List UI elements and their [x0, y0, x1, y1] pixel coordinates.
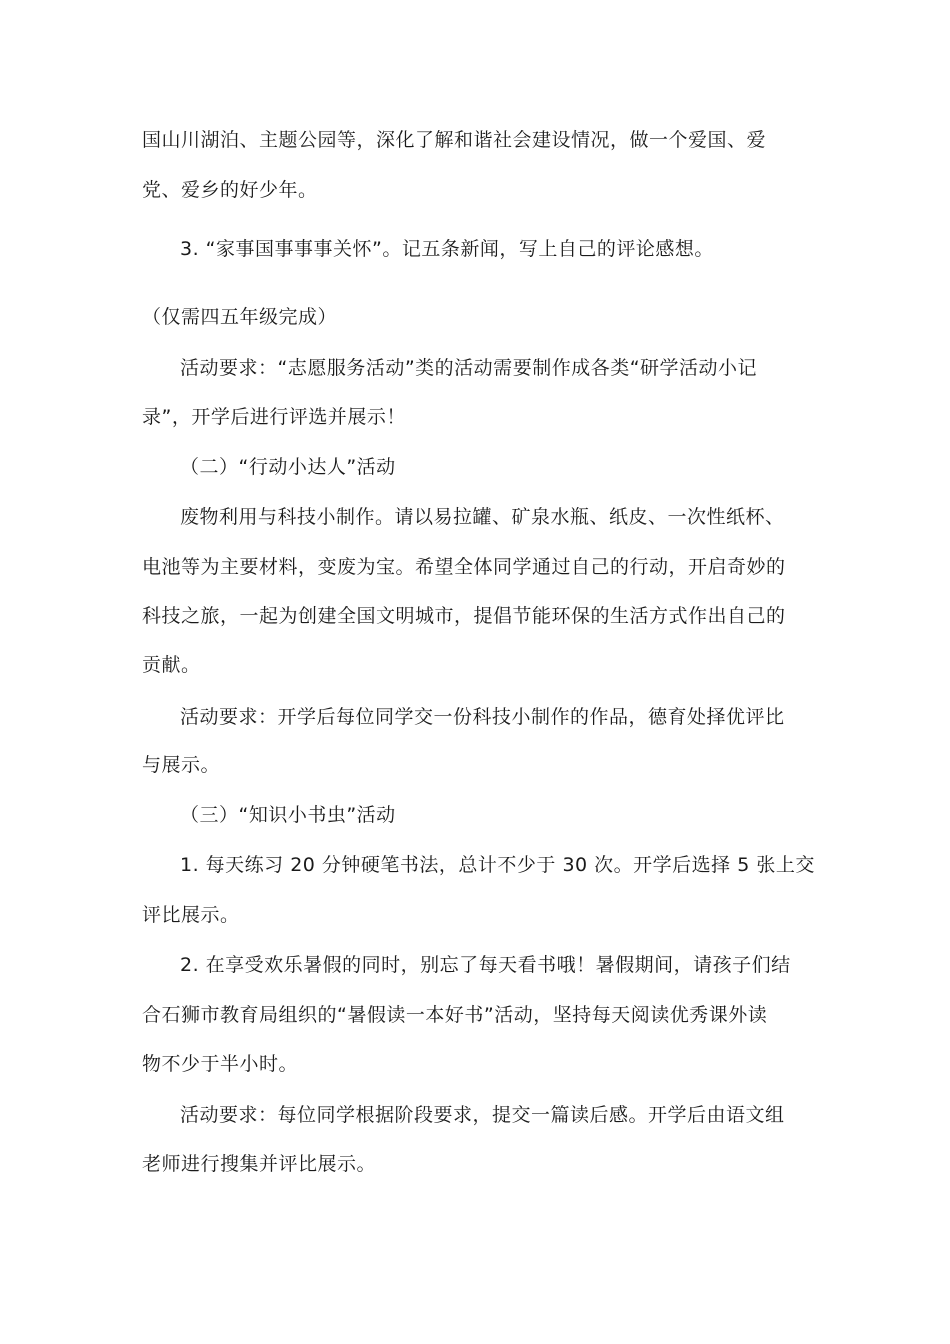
paragraph-line: 物不少于半小时。	[142, 1053, 299, 1075]
paragraph-line: 评比展示。	[142, 904, 240, 926]
paragraph-line: 废物利用与科技小制作。请以易拉罐、矿泉水瓶、纸皮、一次性纸杯、	[180, 506, 785, 528]
paragraph-line: 老师进行搜集并评比展示。	[142, 1153, 377, 1175]
paragraph-line: 党、爱乡的好少年。	[142, 179, 318, 201]
note-text: （仅需四五年级完成）	[142, 306, 338, 328]
section-heading-3: （三）“知识小书虫”活动	[180, 804, 396, 826]
paragraph-line: 电池等为主要材料，变废为宝。希望全体同学通过自己的行动，开启奇妙的	[142, 556, 786, 578]
section-heading-2: （二）“行动小达人”活动	[180, 456, 396, 478]
list-item-3: 3. “家事国事事事关怀”。记五条新闻，写上自己的评论感想。	[180, 238, 714, 260]
paragraph-line: 与展示。	[142, 754, 221, 776]
paragraph-line: 国山川湖泊、主题公园等，深化了解和谐社会建设情况，做一个爱国、爱	[142, 129, 767, 151]
paragraph-line: 合石狮市教育局组织的“暑假读一本好书”活动，坚持每天阅读优秀课外读	[142, 1004, 768, 1026]
paragraph-line: 贡献。	[142, 654, 201, 676]
activity-requirement: 活动要求：每位同学根据阶段要求，提交一篇读后感。开学后由语文组	[180, 1104, 785, 1126]
paragraph-line: 录”，开学后进行评选并展示！	[142, 406, 406, 428]
list-item-2: 2. 在享受欢乐暑假的同时，别忘了每天看书哦！暑假期间，请孩子们结	[180, 954, 791, 976]
activity-requirement: 活动要求：开学后每位同学交一份科技小制作的作品，德育处择优评比	[180, 706, 785, 728]
list-item-1: 1. 每天练习 20 分钟硬笔书法，总计不少于 30 次。开学后选择 5 张上交	[180, 854, 815, 876]
paragraph-line: 科技之旅，一起为创建全国文明城市，提倡节能环保的生活方式作出自己的	[142, 605, 786, 627]
activity-requirement: 活动要求：“志愿服务活动”类的活动需要制作成各类“研学活动小记	[180, 357, 758, 379]
